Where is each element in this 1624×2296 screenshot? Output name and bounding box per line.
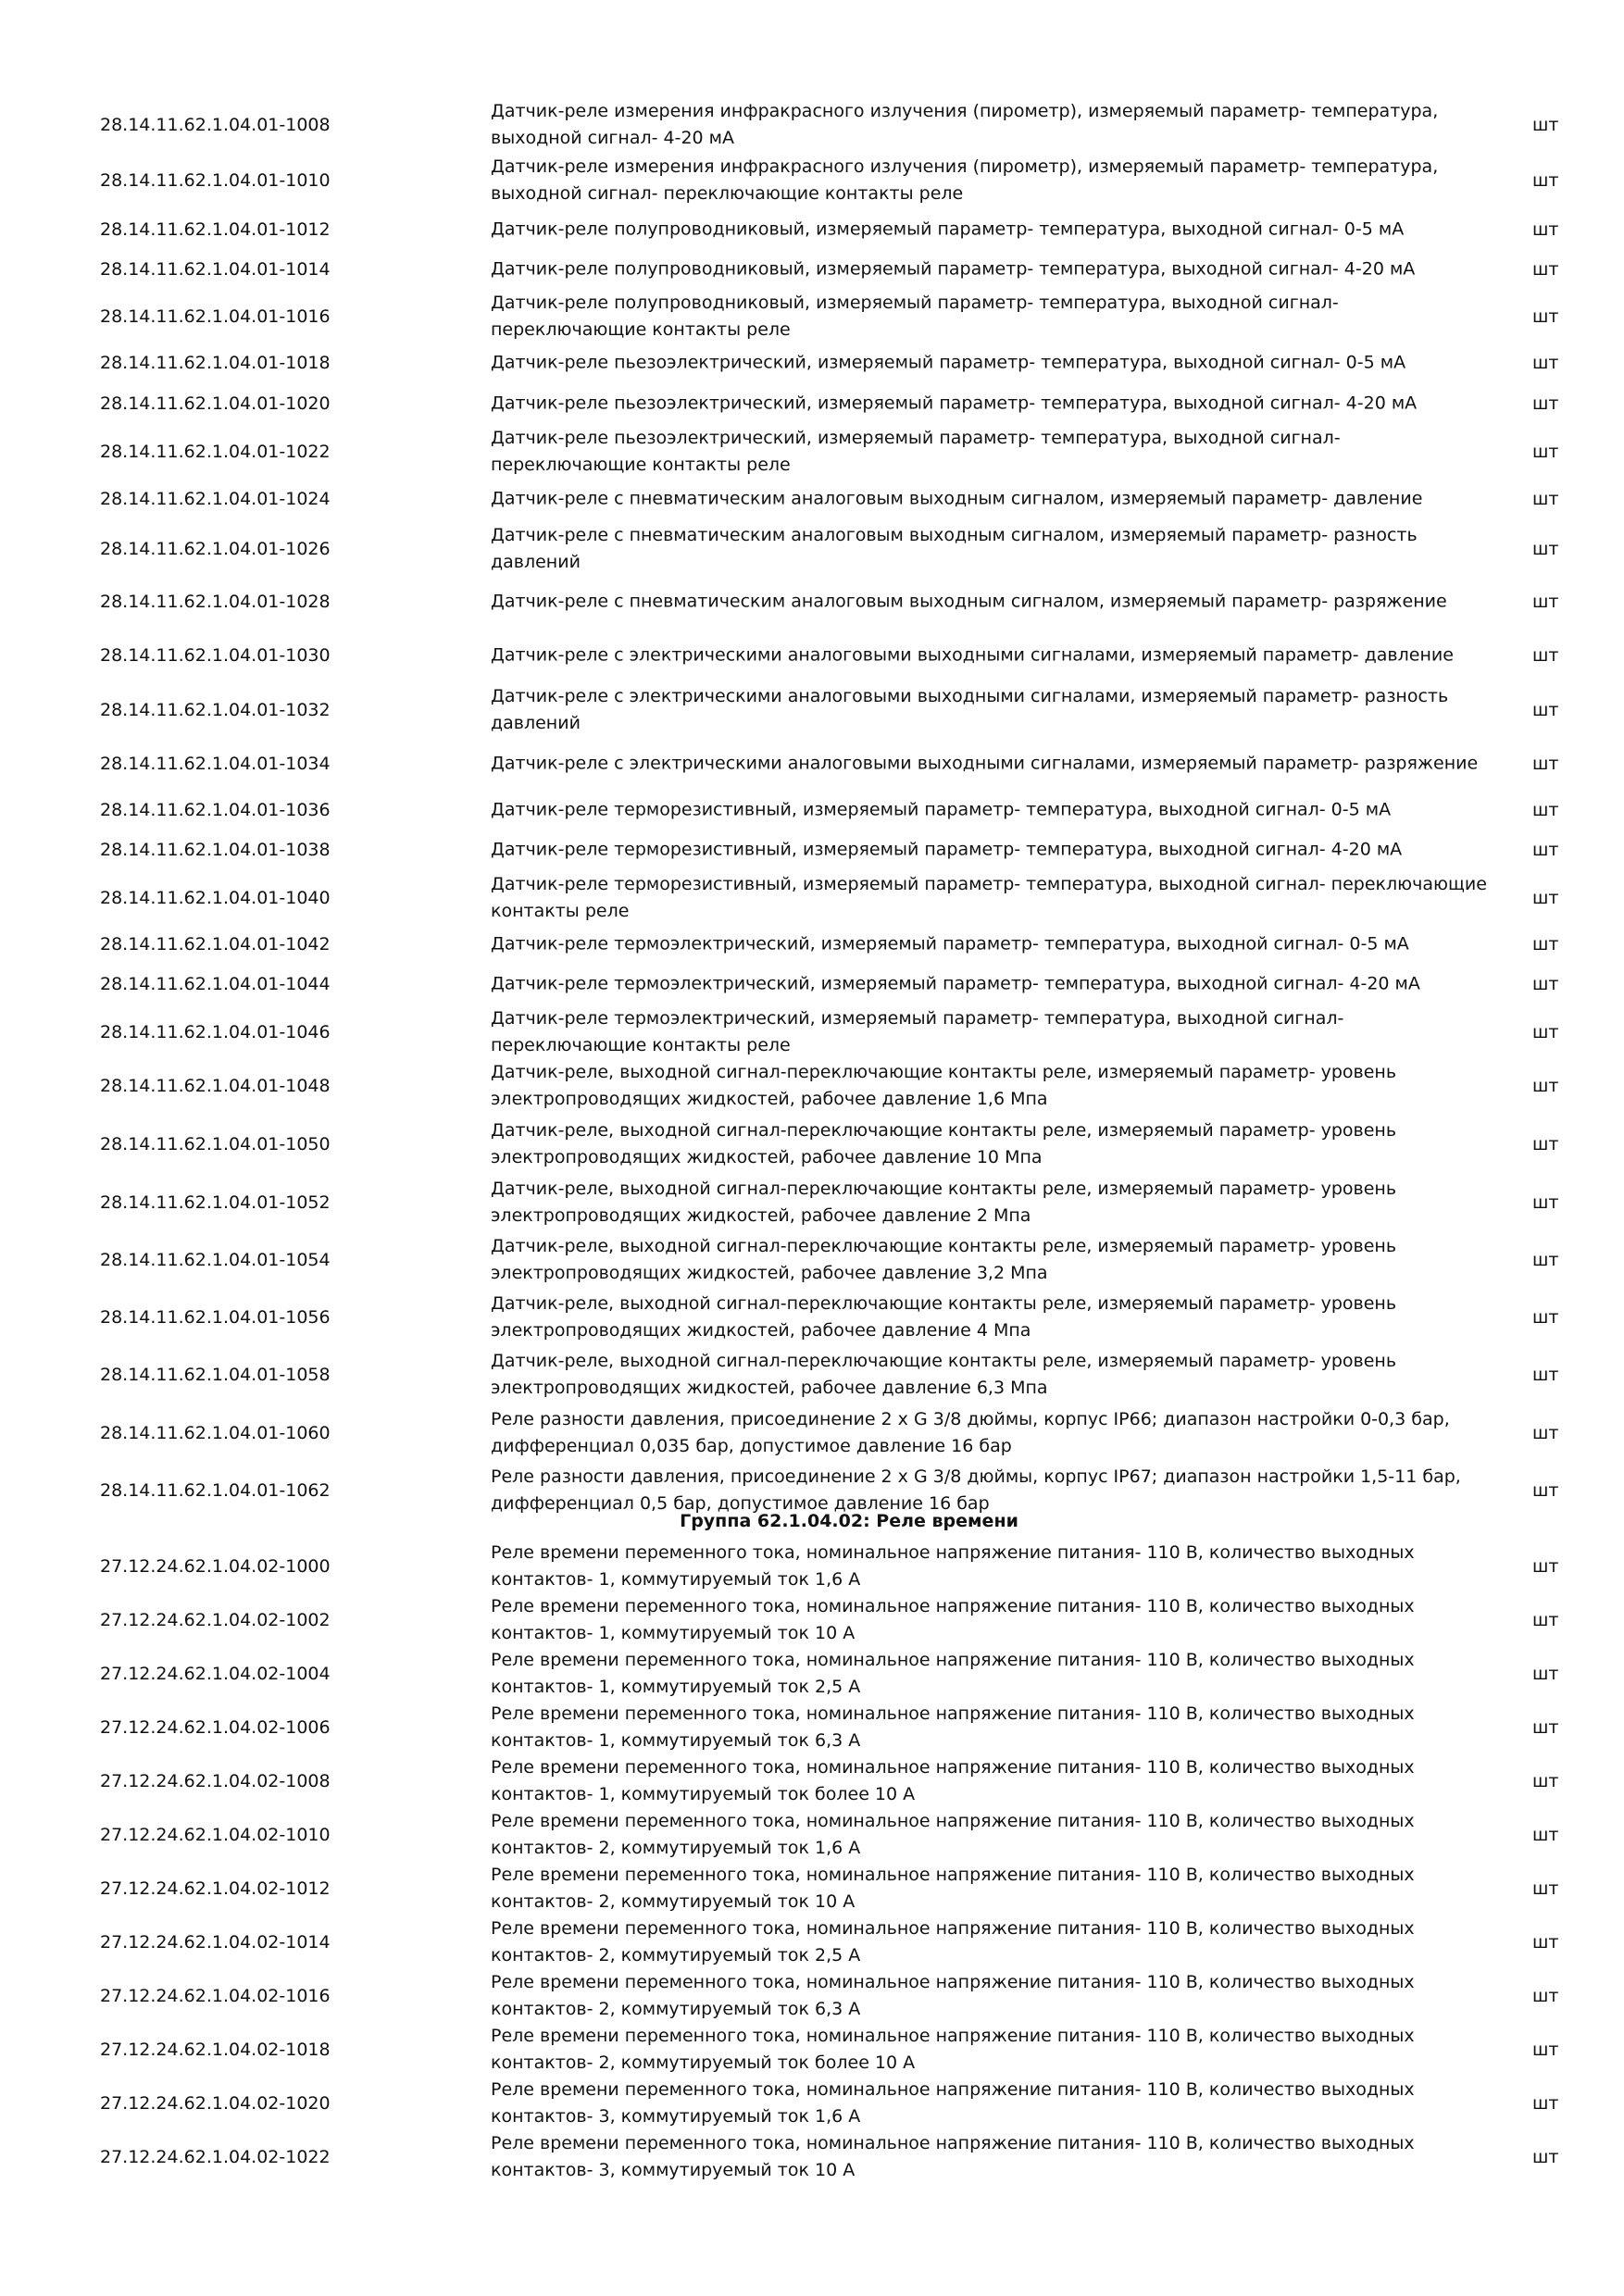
- item-unit: шт: [1532, 259, 1559, 280]
- item-description: Датчик-реле термоэлектрический, измеряемый параметр- температура, выходной сигнал- переключающие контакты реле: [491, 1008, 1344, 1055]
- item-description: Датчик-реле, выходной сигнал-переключающие контакты реле, измеряемый параметр- уровень электропроводящих жидкостей, рабочее давление 1,6 Мпа: [491, 1062, 1397, 1109]
- item-code: 28.14.11.62.1.04.01-1032: [100, 700, 331, 720]
- table-row: [0, 2077, 1624, 2130]
- group-heading: Группа 62.1.04.02: Реле времени: [680, 1511, 1018, 1531]
- item-description: Реле времени переменного тока, номинальное напряжение питания- 110 В, количество выходных контактов- 1, коммутируемый ток более 10 А: [491, 1757, 1415, 1804]
- item-code: 28.14.11.62.1.04.01-1046: [100, 1022, 331, 1042]
- item-code: 28.14.11.62.1.04.01-1014: [100, 259, 331, 280]
- item-description: Датчик-реле полупроводниковый, измеряемый параметр- температура, выходной сигнал- 0-5 мА: [491, 218, 1405, 240]
- table-row: [0, 831, 1624, 868]
- item-unit: шт: [1532, 800, 1559, 820]
- table-row: [0, 1754, 1624, 1808]
- table-row: [0, 1347, 1624, 1403]
- item-unit: шт: [1532, 1771, 1559, 1791]
- table-row: [0, 1808, 1624, 1862]
- item-unit: шт: [1532, 754, 1559, 774]
- table-row: [0, 926, 1624, 963]
- item-code: 28.14.11.62.1.04.01-1016: [100, 306, 331, 327]
- item-code: 28.14.11.62.1.04.01-1042: [100, 934, 331, 955]
- item-unit: шт: [1532, 1134, 1559, 1154]
- item-code: 28.14.11.62.1.04.01-1058: [100, 1365, 331, 1385]
- item-unit: шт: [1532, 1878, 1559, 1899]
- table-row: [0, 1058, 1624, 1114]
- item-description: Реле времени переменного тока, номинальное напряжение питания- 110 В, количество выходных контактов- 3, коммутируемый ток 10 А: [491, 2133, 1415, 2180]
- item-code: 28.14.11.62.1.04.01-1020: [100, 393, 331, 414]
- item-code: 28.14.11.62.1.04.01-1056: [100, 1307, 331, 1328]
- item-code: 27.12.24.62.1.04.02-1018: [100, 2040, 331, 2060]
- table-row: [0, 424, 1624, 480]
- table-row: [0, 574, 1624, 630]
- item-unit: шт: [1532, 888, 1559, 908]
- item-code: 28.14.11.62.1.04.01-1030: [100, 645, 331, 666]
- table-row: [0, 385, 1624, 422]
- item-code: 28.14.11.62.1.04.01-1036: [100, 800, 331, 820]
- item-description: Датчик-реле с пневматическим аналоговым выходным сигналом, измеряемый параметр- разность давлений: [491, 525, 1418, 572]
- item-code: 28.14.11.62.1.04.01-1062: [100, 1480, 331, 1501]
- item-description: Датчик-реле полупроводниковый, измеряемый параметр- температура, выходной сигнал- переключающие контакты реле: [491, 293, 1339, 340]
- table-row: [0, 153, 1624, 208]
- item-unit: шт: [1532, 1717, 1559, 1738]
- table-row: [0, 1647, 1624, 1701]
- item-code: 28.14.11.62.1.04.01-1050: [100, 1134, 331, 1154]
- item-description: Реле разности давления, присоединение 2 x G 3/8 дюймы, корпус IP67; диапазон настройки 1,5-11 бар, дифференциал 0,5 бар, допустимое давление 16 бар: [491, 1466, 1461, 1514]
- table-row: [0, 966, 1624, 1003]
- item-unit: шт: [1532, 539, 1559, 559]
- item-code: 28.14.11.62.1.04.01-1018: [100, 353, 331, 373]
- table-row: [0, 480, 1624, 518]
- table-row: [0, 211, 1624, 248]
- item-unit: шт: [1532, 840, 1559, 860]
- item-unit: шт: [1532, 219, 1559, 240]
- table-row: [0, 1405, 1624, 1461]
- item-description: Датчик-реле термоэлектрический, измеряемый параметр- температура, выходной сигнал- 4-20 мА: [491, 973, 1420, 994]
- item-unit: шт: [1532, 393, 1559, 414]
- table-row: [0, 521, 1624, 577]
- item-code: 28.14.11.62.1.04.01-1022: [100, 442, 331, 462]
- table-row: [0, 1004, 1624, 1060]
- item-description: Датчик-реле, выходной сигнал-переключающие контакты реле, измеряемый параметр- уровень электропроводящих жидкостей, рабочее давление 6,3 Мпа: [491, 1351, 1397, 1398]
- item-description: Датчик-реле терморезистивный, измеряемый параметр- температура, выходной сигнал- переключающие контакты реле: [491, 874, 1487, 921]
- item-unit: шт: [1532, 592, 1559, 612]
- item-unit: шт: [1532, 1250, 1559, 1270]
- item-unit: шт: [1532, 1307, 1559, 1328]
- item-code: 27.12.24.62.1.04.02-1022: [100, 2147, 331, 2167]
- item-description: Реле времени переменного тока, номинальное напряжение питания- 110 В, количество выходных контактов- 2, коммутируемый ток более 10 А: [491, 2026, 1415, 2073]
- item-unit: шт: [1532, 1986, 1559, 2006]
- item-code: 28.14.11.62.1.04.01-1008: [100, 115, 331, 135]
- item-description: Датчик-реле терморезистивный, измеряемый параметр- температура, выходной сигнал- 4-20 мА: [491, 839, 1403, 860]
- item-unit: шт: [1532, 1423, 1559, 1443]
- table-row: [0, 2023, 1624, 2077]
- item-code: 27.12.24.62.1.04.02-1000: [100, 1556, 331, 1577]
- table-row: [0, 1290, 1624, 1345]
- item-code: 28.14.11.62.1.04.01-1048: [100, 1076, 331, 1096]
- item-unit: шт: [1532, 1192, 1559, 1213]
- item-unit: шт: [1532, 170, 1559, 191]
- item-description: Датчик-реле с электрическими аналоговыми выходными сигналами, измеряемый параметр- разность давлений: [491, 686, 1449, 733]
- table-row: [0, 1117, 1624, 1172]
- item-code: 28.14.11.62.1.04.01-1054: [100, 1250, 331, 1270]
- item-description: Датчик-реле, выходной сигнал-переключающие контакты реле, измеряемый параметр- уровень электропроводящих жидкостей, рабочее давление 2 Мпа: [491, 1179, 1397, 1226]
- table-row: [0, 1232, 1624, 1288]
- item-unit: шт: [1532, 1825, 1559, 1845]
- item-code: 28.14.11.62.1.04.01-1040: [100, 888, 331, 908]
- item-code: 28.14.11.62.1.04.01-1060: [100, 1423, 331, 1443]
- item-description: Датчик-реле, выходной сигнал-переключающие контакты реле, измеряемый параметр- уровень электропроводящих жидкостей, рабочее давление 4 Мпа: [491, 1293, 1397, 1341]
- item-unit: шт: [1532, 489, 1559, 509]
- item-code: 27.12.24.62.1.04.02-1002: [100, 1610, 331, 1630]
- item-code: 27.12.24.62.1.04.02-1004: [100, 1664, 331, 1684]
- table-row: [0, 251, 1624, 288]
- item-description: Реле времени переменного тока, номинальное напряжение питания- 110 В, количество выходных контактов- 2, коммутируемый ток 2,5 А: [491, 1918, 1415, 1965]
- item-unit: шт: [1532, 645, 1559, 666]
- table-row: [0, 1175, 1624, 1230]
- item-description: Реле времени переменного тока, номинальное напряжение питания- 110 В, количество выходных контактов- 2, коммутируемый ток 6,3 А: [491, 1972, 1415, 2019]
- table-row: [0, 344, 1624, 381]
- item-description: Реле разности давления, присоединение 2 x G 3/8 дюймы, корпус IP66; диапазон настройки 0-0,3 бар, дифференциал 0,035 бар, допустимое давление 16 бар: [491, 1409, 1450, 1456]
- item-description: Реле времени переменного тока, номинальное напряжение питания- 110 В, количество выходных контактов- 2, коммутируемый ток 10 А: [491, 1865, 1415, 1912]
- item-code: 27.12.24.62.1.04.02-1008: [100, 1771, 331, 1791]
- item-unit: шт: [1532, 115, 1559, 135]
- table-row: [0, 628, 1624, 683]
- table-row: [0, 1969, 1624, 2023]
- item-unit: шт: [1532, 974, 1559, 994]
- table-row: [0, 792, 1624, 829]
- item-unit: шт: [1532, 934, 1559, 955]
- table-row: [0, 97, 1624, 153]
- item-code: 28.14.11.62.1.04.01-1038: [100, 840, 331, 860]
- item-description: Датчик-реле измерения инфракрасного излучения (пирометр), измеряемый параметр- температура, выходной сигнал- переключающие контакты реле: [491, 156, 1439, 204]
- item-description: Реле времени переменного тока, номинальное напряжение питания- 110 В, количество выходных контактов- 1, коммутируемый ток 2,5 А: [491, 1650, 1415, 1697]
- table-row: [0, 1593, 1624, 1647]
- item-unit: шт: [1532, 1932, 1559, 1953]
- item-code: 28.14.11.62.1.04.01-1012: [100, 219, 331, 240]
- table-row: [0, 2130, 1624, 2184]
- item-unit: шт: [1532, 353, 1559, 373]
- item-code: 28.14.11.62.1.04.01-1044: [100, 974, 331, 994]
- item-code: 27.12.24.62.1.04.02-1012: [100, 1878, 331, 1899]
- item-description: Датчик-реле пьезоэлектрический, измеряемый параметр- температура, выходной сигнал- 4-20 мА: [491, 393, 1418, 414]
- item-description: Датчик-реле, выходной сигнал-переключающие контакты реле, измеряемый параметр- уровень электропроводящих жидкостей, рабочее давление 10 Мпа: [491, 1120, 1397, 1167]
- table-row: [0, 870, 1624, 926]
- item-description: Датчик-реле пьезоэлектрический, измеряемый параметр- температура, выходной сигнал- 0-5 мА: [491, 352, 1406, 373]
- item-code: 27.12.24.62.1.04.02-1016: [100, 1986, 331, 2006]
- item-description: Реле времени переменного тока, номинальное напряжение питания- 110 В, количество выходных контактов- 1, коммутируемый ток 10 А: [491, 1596, 1415, 1643]
- table-row: [0, 1862, 1624, 1915]
- item-unit: шт: [1532, 700, 1559, 720]
- item-description: Реле времени переменного тока, номинальное напряжение питания- 110 В, количество выходных контактов- 1, коммутируемый ток 6,3 А: [491, 1703, 1415, 1751]
- item-unit: шт: [1532, 2040, 1559, 2060]
- item-description: Датчик-реле с электрическими аналоговыми выходными сигналами, измеряемый параметр- разряжение: [491, 753, 1479, 774]
- item-code: 28.14.11.62.1.04.01-1024: [100, 489, 331, 509]
- table-row: [0, 289, 1624, 344]
- item-description: Датчик-реле пьезоэлектрический, измеряемый параметр- температура, выходной сигнал- переключающие контакты реле: [491, 428, 1341, 475]
- item-description: Реле времени переменного тока, номинальное напряжение питания- 110 В, количество выходных контактов- 1, коммутируемый ток 1,6 А: [491, 1542, 1415, 1590]
- item-code: 28.14.11.62.1.04.01-1052: [100, 1192, 331, 1213]
- item-description: Датчик-реле термоэлектрический, измеряемый параметр- температура, выходной сигнал- 0-5 мА: [491, 933, 1409, 955]
- item-unit: шт: [1532, 1556, 1559, 1577]
- item-description: Реле времени переменного тока, номинальное напряжение питания- 110 В, количество выходных контактов- 2, коммутируемый ток 1,6 А: [491, 1811, 1415, 1858]
- item-code: 28.14.11.62.1.04.01-1026: [100, 539, 331, 559]
- item-unit: шт: [1532, 1022, 1559, 1042]
- item-description: Датчик-реле с пневматическим аналоговым выходным сигналом, измеряемый параметр- давление: [491, 488, 1423, 509]
- item-unit: шт: [1532, 1076, 1559, 1096]
- item-description: Датчик-реле полупроводниковый, измеряемый параметр- температура, выходной сигнал- 4-20 мА: [491, 258, 1416, 280]
- table-row: [0, 736, 1624, 792]
- item-unit: шт: [1532, 1664, 1559, 1684]
- item-code: 28.14.11.62.1.04.01-1010: [100, 170, 331, 191]
- item-unit: шт: [1532, 2093, 1559, 2114]
- item-unit: шт: [1532, 2147, 1559, 2167]
- item-description: Реле времени переменного тока, номинальное напряжение питания- 110 В, количество выходных контактов- 3, коммутируемый ток 1,6 А: [491, 2079, 1415, 2127]
- item-unit: шт: [1532, 1480, 1559, 1501]
- item-code: 27.12.24.62.1.04.02-1020: [100, 2093, 331, 2114]
- item-unit: шт: [1532, 1610, 1559, 1630]
- item-code: 28.14.11.62.1.04.01-1028: [100, 592, 331, 612]
- item-code: 27.12.24.62.1.04.02-1010: [100, 1825, 331, 1845]
- table-row: [0, 682, 1624, 738]
- item-description: Датчик-реле с электрическими аналоговыми выходными сигналами, измеряемый параметр- давление: [491, 644, 1454, 666]
- item-description: Датчик-реле с пневматическим аналоговым выходным сигналом, измеряемый параметр- разряжение: [491, 591, 1447, 612]
- item-description: Датчик-реле, выходной сигнал-переключающие контакты реле, измеряемый параметр- уровень электропроводящих жидкостей, рабочее давление 3,2 Мпа: [491, 1236, 1397, 1283]
- item-description: Датчик-реле измерения инфракрасного излучения (пирометр), измеряемый параметр- температура, выходной сигнал- 4-20 мА: [491, 101, 1439, 148]
- table-row: [0, 1701, 1624, 1754]
- table-row: [0, 1540, 1624, 1593]
- item-description: Датчик-реле терморезистивный, измеряемый параметр- температура, выходной сигнал- 0-5 мА: [491, 799, 1392, 820]
- item-code: 27.12.24.62.1.04.02-1006: [100, 1717, 331, 1738]
- item-unit: шт: [1532, 442, 1559, 462]
- table-row: [0, 1915, 1624, 1969]
- item-unit: шт: [1532, 1365, 1559, 1385]
- item-code: 27.12.24.62.1.04.02-1014: [100, 1932, 331, 1953]
- item-code: 28.14.11.62.1.04.01-1034: [100, 754, 331, 774]
- item-unit: шт: [1532, 306, 1559, 327]
